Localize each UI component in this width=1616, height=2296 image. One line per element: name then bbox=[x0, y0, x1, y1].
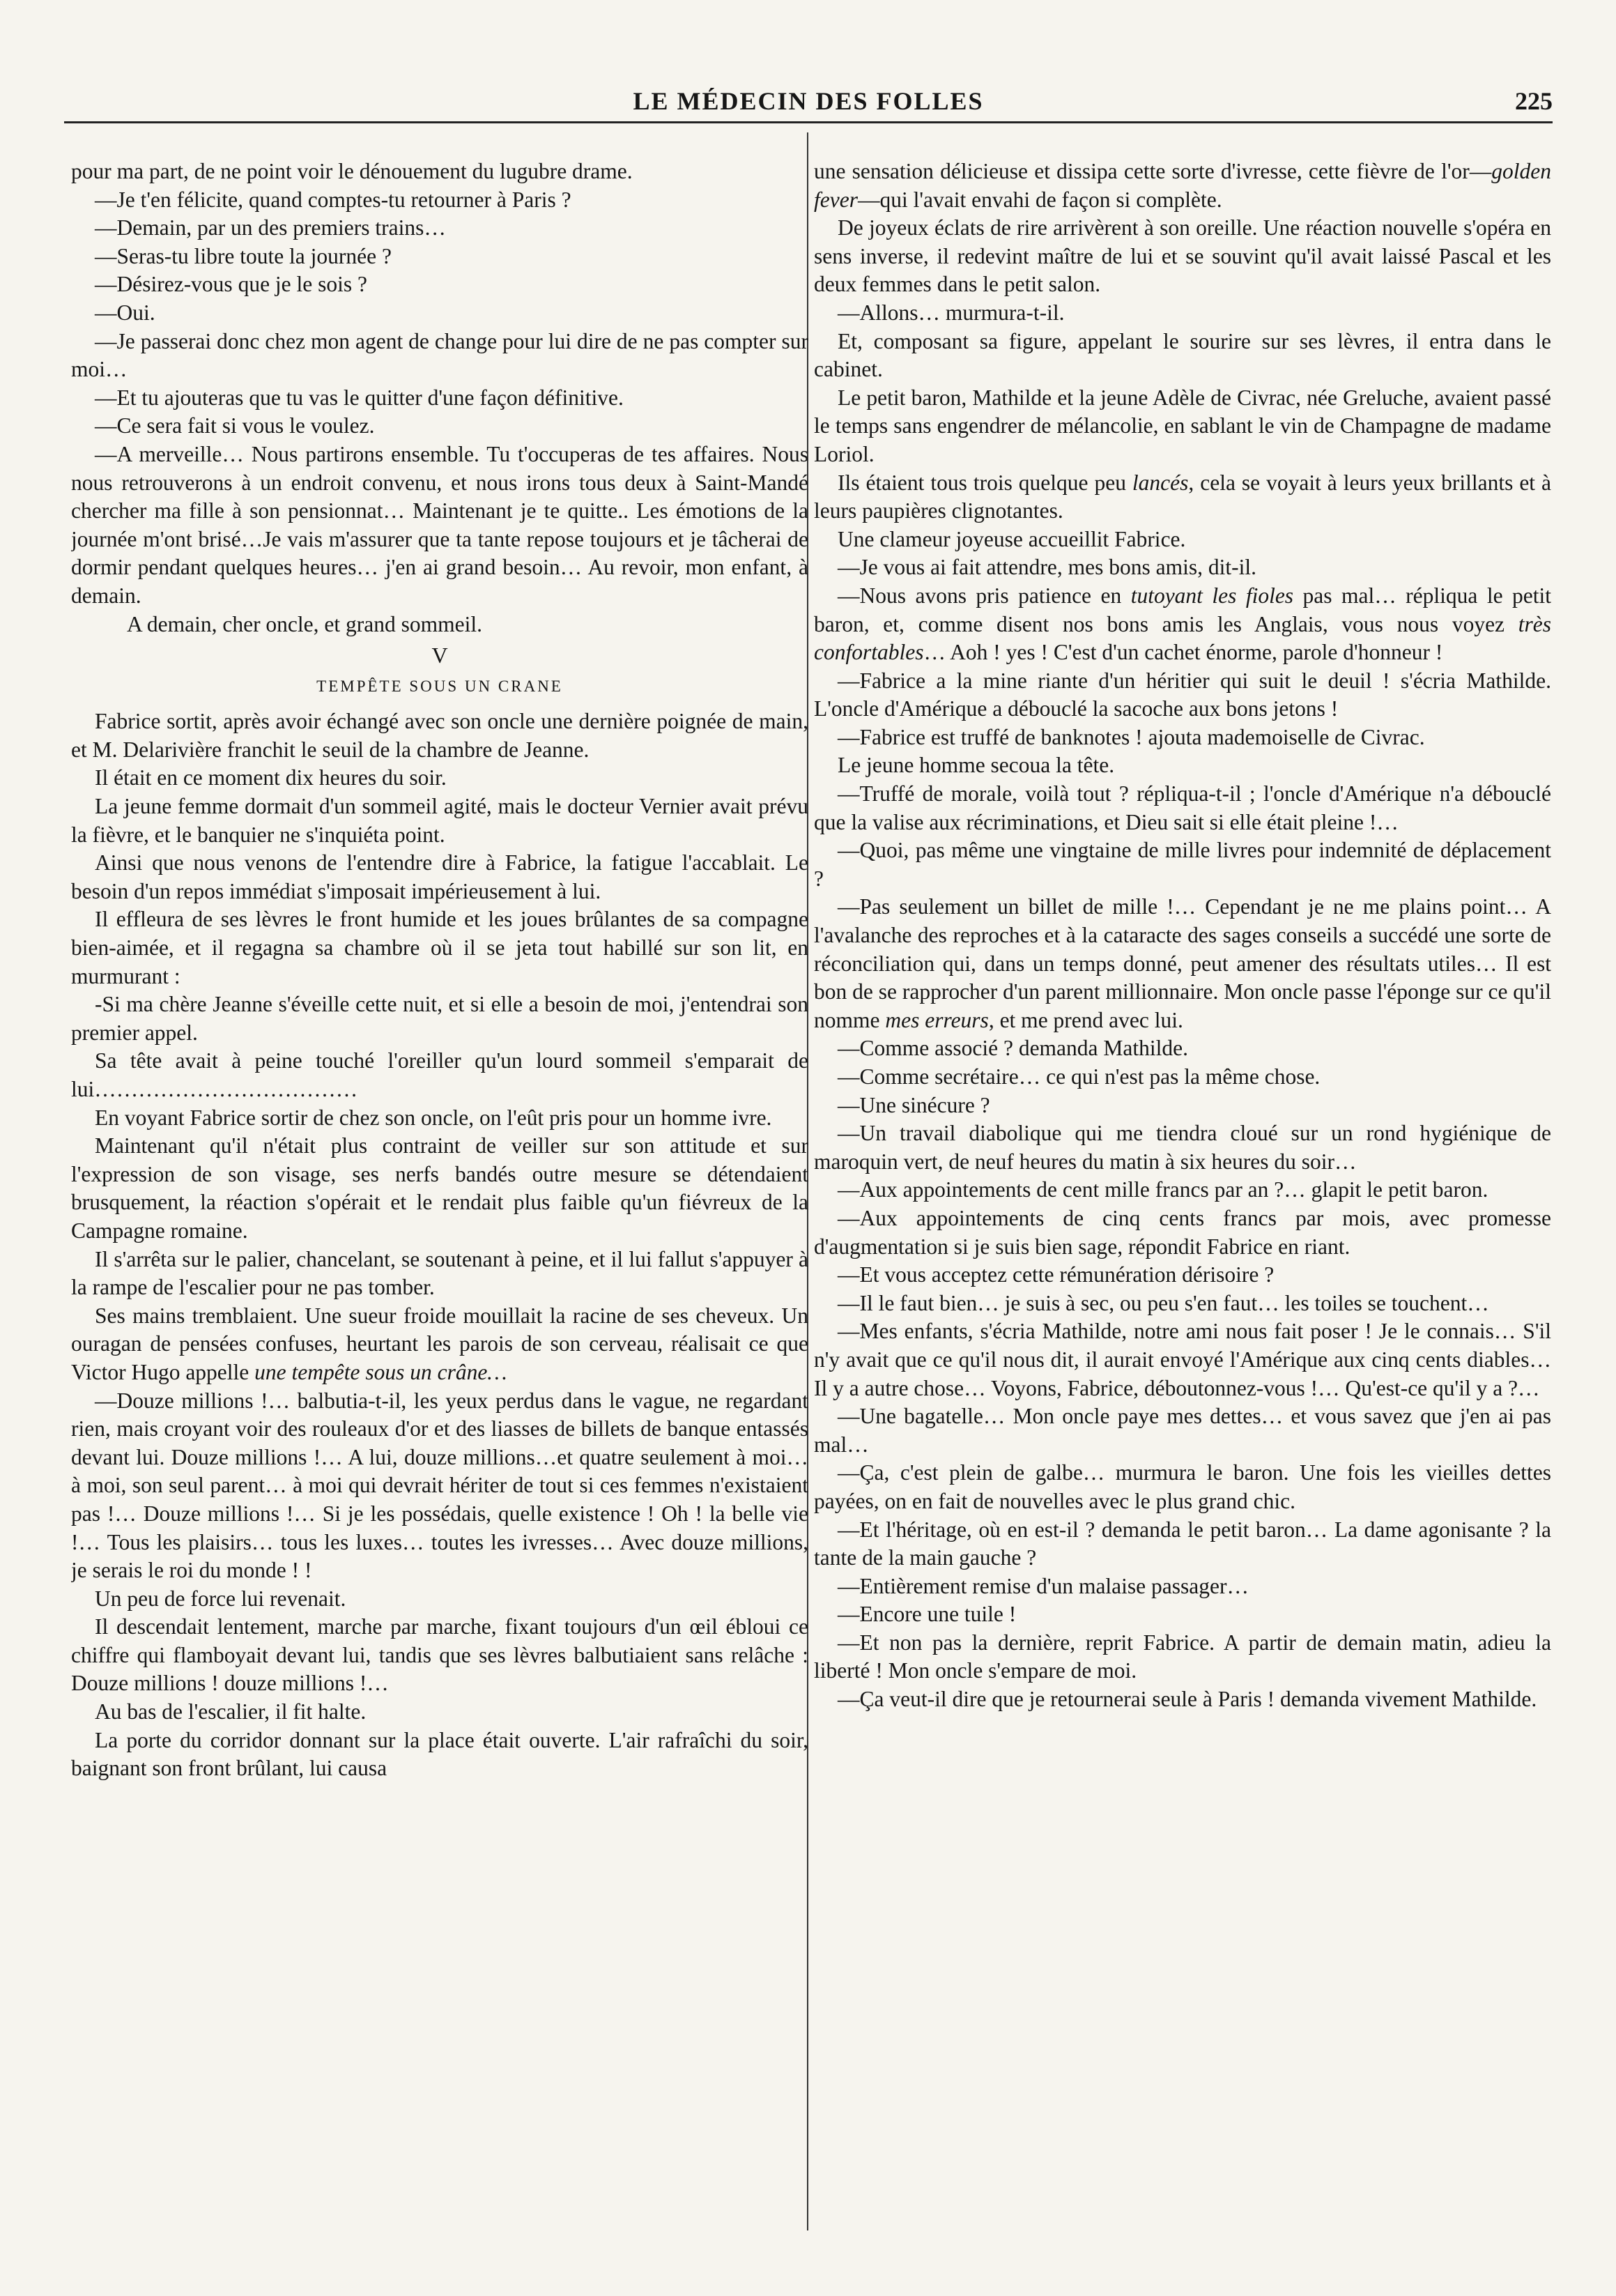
paragraph: —Truffé de morale, voilà tout ? répliqua-t-il ; l'oncle d'Amérique n'a débouclé que la valise aux récriminations, et Dieu sait si elle était pleine !… bbox=[814, 781, 1551, 834]
header-title: LE MÉDECIN DES FOLLES bbox=[633, 87, 984, 115]
paragraph: —Une sinécure ? bbox=[838, 1092, 990, 1117]
paragraph: —Ce sera fait si vous le voulez. bbox=[95, 413, 375, 438]
paragraph: —Douze millions !… balbutia-t-il, les yeux perdus dans le vague, ne regardant rien, mais croyant voir des rouleaux d'or et des liasses de billets de banque entassés devant lui. Douze millions !… A lui, douze millions…et quatre seulement à moi… à moi, son seul parent… à moi qui devrait hériter de tout si ces femmes n'existaient pas !… Douze millions !… Si je les possédais, quelle existence ! Oh ! la belle vie !… Tous les plaisirs… tous les luxes… toutes les ivresses… Avec douze millions, je serais le roi du monde ! ! bbox=[71, 1388, 808, 1583]
paragraph: Le petit baron, Mathilde et la jeune Adèle de Civrac, née Greluche, avaient passé le temps sans engendrer de mélancolie, en sablant le vin de Champagne de madame Loriol. bbox=[814, 385, 1551, 466]
italic-phrase: lancés bbox=[1132, 470, 1189, 495]
text-run: —qui l'avait envahi de façon si complète. bbox=[857, 187, 1222, 212]
text-run: , et me prend avec lui. bbox=[988, 1007, 1183, 1032]
paragraph: —Fabrice a la mine riante d'un héritier qui suit le deuil ! s'écria Mathilde. L'oncle d'Amérique a débouclé la sacoche aux bons jetons ! bbox=[814, 668, 1551, 721]
paragraph: De joyeux éclats de rire arrivèrent à son oreille. Une réaction nouvelle s'opéra en sens inverse, il redevint maître de lui et se souvint qu'il avait laissé Pascal et les deux femmes dans le petit salon. bbox=[814, 215, 1551, 297]
paragraph: Il s'arrêta sur le palier, chancelant, se soutenant à peine, et il lui fallut s'appuyer à la rampe de l'escalier pour ne pas tomber. bbox=[71, 1246, 808, 1300]
paragraph: pour ma part, de ne point voir le dénouement du lugubre drame. bbox=[71, 159, 633, 183]
italic-phrase: très confortables bbox=[814, 611, 1551, 665]
text-run: une sensation délicieuse et dissipa cette sorte d'ivresse, cette fièvre de l'or— bbox=[814, 159, 1492, 183]
text-run: Ils étaient tous trois quelque peu bbox=[838, 470, 1132, 495]
right-column bbox=[814, 158, 1551, 2228]
paragraph bbox=[814, 469, 1551, 526]
paragraph: Fabrice sortit, après avoir échangé avec son oncle une dernière poignée de main, et M. Delarivière franchit le seuil de la chambre de Jeanne. bbox=[71, 709, 808, 762]
paragraph: —Une bagatelle… Mon oncle paye mes dettes… et vous savez que j'en ai pas mal… bbox=[814, 1404, 1551, 1457]
paragraph: —Je passerai donc chez mon agent de change pour lui dire de ne pas compter sur moi… bbox=[71, 328, 808, 382]
italic-phrase: une tempête sous un crâne… bbox=[254, 1359, 507, 1384]
paragraph bbox=[71, 1302, 808, 1387]
paragraph: -Si ma chère Jeanne s'éveille cette nuit, et si elle a besoin de moi, j'entendrai son premier appel. bbox=[71, 992, 808, 1045]
paragraph: En voyant Fabrice sortir de chez son oncle, on l'eût pris pour un homme ivre. bbox=[95, 1105, 772, 1130]
paragraph: —Ça, c'est plein de galbe… murmura le baron. Une fois les vieilles dettes payées, on en fait de nouvelles avec le plus grand chic. bbox=[814, 1460, 1551, 1513]
paragraph: Ainsi que nous venons de l'entendre dire à Fabrice, la fatigue l'accablait. Le besoin d'un repos immédiat s'imposait impérieusement à lui. bbox=[71, 850, 808, 903]
paragraph: —Comme associé ? demanda Mathilde. bbox=[838, 1036, 1188, 1061]
italic-phrase: tutoyant les fioles bbox=[1130, 583, 1294, 608]
paragraph: —Désirez-vous que je le sois ? bbox=[95, 272, 368, 297]
paragraph bbox=[814, 158, 1551, 214]
paragraph: —Et tu ajouteras que tu vas le quitter d'une façon définitive. bbox=[95, 385, 624, 410]
italic-phrase: mes erreurs bbox=[885, 1007, 989, 1032]
paragraph: Et, composant sa figure, appelant le sourire sur ses lèvres, il entra dans le cabinet. bbox=[814, 328, 1551, 382]
paragraph: Le jeune homme secoua la tête. bbox=[838, 753, 1115, 778]
paragraph: Au bas de l'escalier, il fit halte. bbox=[95, 1699, 367, 1724]
paragraph: Sa tête avait à peine touché l'oreiller qu'un lourd sommeil s'emparait de lui……………………………… bbox=[71, 1048, 808, 1101]
paragraph bbox=[814, 582, 1551, 667]
running-header bbox=[64, 82, 1553, 123]
text-run: Ses mains tremblaient. Une sueur froide mouillait la racine de ses cheveux. Un ouragan de pensées confuses, heurtant les parois de son cerveau, réalisait ce que Victor Hugo appelle bbox=[71, 1303, 808, 1384]
paragraph: —Et l'héritage, où en est-il ? demanda le petit baron… La dame agonisante ? la tante de la main gauche ? bbox=[814, 1517, 1551, 1570]
paragraph: —Oui. bbox=[95, 300, 155, 325]
paragraph: —Fabrice est truffé de banknotes ! ajouta mademoiselle de Civrac. bbox=[838, 724, 1425, 749]
paragraph: Il était en ce moment dix heures du soir. bbox=[95, 765, 447, 790]
paragraph: —Je t'en félicite, quand comptes-tu retourner à Paris ? bbox=[95, 187, 571, 212]
paragraph: —Comme secrétaire… ce qui n'est pas la même chose. bbox=[838, 1064, 1321, 1089]
paragraph: Maintenant qu'il n'était plus contraint de veiller sur son attitude et sur l'expression de son visage, ses nerfs bandés outre mesure se détendaient brusquement, la réaction s'opérait et le rendait plus faible qu'un fiévreux de la Campagne romaine. bbox=[71, 1133, 808, 1243]
paragraph: —Et non pas la dernière, reprit Fabrice. A partir de demain matin, adieu la liberté ! Mon oncle s'empare de moi. bbox=[814, 1630, 1551, 1683]
text-run: , cela se voyait à leurs yeux brillants et à leurs paupières clignotantes. bbox=[814, 470, 1551, 523]
paragraph: —Seras-tu libre toute la journée ? bbox=[95, 243, 392, 268]
paragraph: —Quoi, pas même une vingtaine de mille livres pour indemnité de déplacement ? bbox=[814, 838, 1551, 891]
paragraph: —Je vous ai fait attendre, mes bons amis, dit-il. bbox=[838, 555, 1257, 580]
paragraph: —Ça veut-il dire que je retournerai seule à Paris ! demanda vivement Mathilde. bbox=[838, 1687, 1537, 1712]
paragraph: —Un travail diabolique qui me tiendra cloué sur un rond hygiénique de maroquin vert, de neuf heures du matin à six heures du soir… bbox=[814, 1121, 1551, 1174]
italic-phrase: golden fever bbox=[814, 159, 1551, 212]
chapter-title: TEMPÊTE SOUS UN CRANE bbox=[316, 677, 563, 695]
paragraph: Une clameur joyeuse accueillit Fabrice. bbox=[838, 526, 1186, 551]
text-run: —Pas seulement un billet de mille !… Cependant je ne me plains point… A l'avalanche des reproches et à la cataracte des sages conseils a succédé une sorte de réconciliation qui, dans un temps donné, peut amener des résultats utiles… Il est bon de se rapprocher d'un parent millionnaire. Mon oncle passe l'éponge sur ce qu'il nomme bbox=[814, 894, 1551, 1032]
paragraph: A demain, cher oncle, et grand sommeil. bbox=[127, 611, 482, 636]
chapter-number: V bbox=[431, 643, 448, 668]
paragraph: —Entièrement remise d'un malaise passager… bbox=[838, 1573, 1249, 1598]
text-run: pas mal… répliqua le petit baron, et, comme disent nos bons amis les Anglais, vous nous voyez bbox=[814, 583, 1551, 636]
paragraph: —Demain, par un des premiers trains… bbox=[95, 215, 446, 240]
paragraph: Il effleura de ses lèvres le front humide et les joues brûlantes de sa compagne bien-aimée, et il regagna sa chambre où il se jeta tout habillé sur son lit, en murmurant : bbox=[71, 907, 808, 988]
paragraph: La porte du corridor donnant sur la place était ouverte. L'air rafraîchi du soir, baignant son front brûlant, lui causa bbox=[71, 1727, 808, 1781]
paragraph: —Aux appointements de cent mille francs par an ?… glapit le petit baron. bbox=[838, 1177, 1488, 1202]
paragraph: —Mes enfants, s'écria Mathilde, notre ami nous fait poser ! Je le connais… S'il n'y avait que ce qu'il nous dit, il aurait envoyé l'Amérique aux cinq cents diables… Il y a autre chose… Voyons, Fabrice, déboutonnez-vous !… Qu'est-ce qu'il y a ?… bbox=[814, 1319, 1551, 1400]
paragraph: —Allons… murmura-t-il. bbox=[838, 300, 1065, 325]
text-run: … Aoh ! yes ! C'est d'un cachet énorme, parole d'honneur ! bbox=[923, 640, 1443, 665]
paragraph: La jeune femme dormait d'un sommeil agité, mais le docteur Vernier avait prévu la fièvre, et le banquier ne s'inquiéta point. bbox=[71, 794, 808, 847]
paragraph: Il descendait lentement, marche par marche, fixant toujours d'un œil ébloui ce chiffre qui flamboyait devant lui, tandis que ses lèvres balbutiaient sans relâche : Douze millions ! douze millions !… bbox=[71, 1614, 808, 1696]
page-number: 225 bbox=[1515, 87, 1553, 115]
paragraph bbox=[814, 893, 1551, 1034]
text-run: —Nous avons pris patience en bbox=[838, 583, 1131, 608]
paragraph: —Il le faut bien… je suis à sec, ou peu s'en faut… les toiles se touchent… bbox=[838, 1290, 1489, 1315]
left-column bbox=[71, 158, 808, 2228]
paragraph: Un peu de force lui revenait. bbox=[95, 1586, 346, 1611]
paragraph: —A merveille… Nous partirons ensemble. Tu t'occuperas de tes affaires. Nous nous retrouverons à un endroit convenu, et nous irons tous deux à Saint-Mandé chercher ma fille à son pensionnat… Maintenant je te quitte.. Les émotions de la journée m'ont brisé…Je vais m'assurer que ta tante repose toujours et je tâcherai de dormir pendant quelques heures… j'en ai grand besoin… Au revoir, mon enfant, à demain. bbox=[71, 441, 808, 608]
paragraph: —Encore une tuile ! bbox=[838, 1602, 1017, 1627]
paragraph: —Et vous acceptez cette rémunération dérisoire ? bbox=[838, 1262, 1275, 1287]
paragraph: —Aux appointements de cinq cents francs par mois, avec promesse d'augmentation si je suis bien sage, répondit Fabrice en riant. bbox=[814, 1205, 1551, 1259]
